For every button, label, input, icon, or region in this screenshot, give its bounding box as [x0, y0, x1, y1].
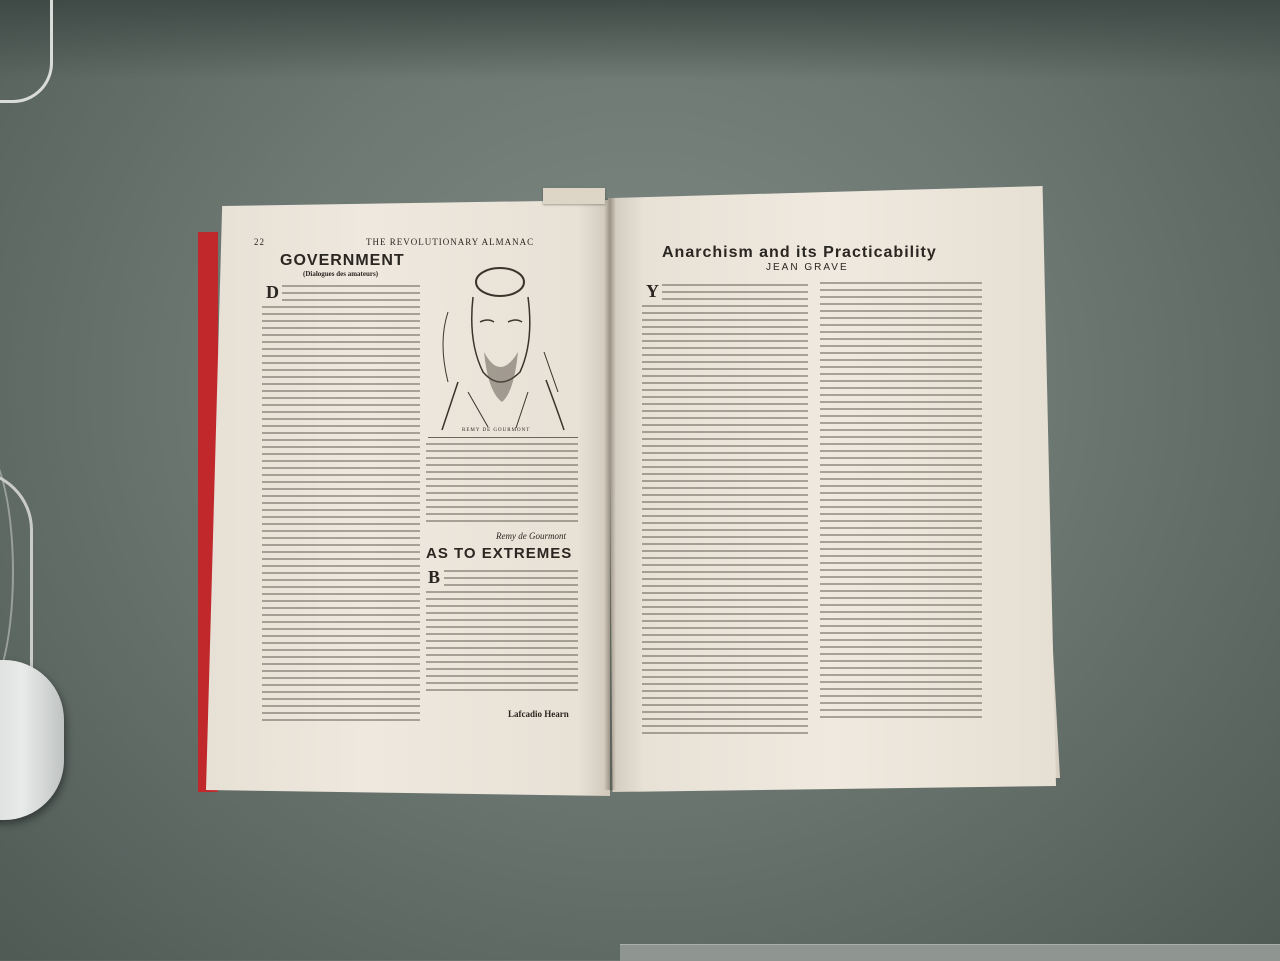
- bookmark: [543, 188, 605, 204]
- computer-mouse: [0, 660, 64, 820]
- book-gutter: [604, 198, 616, 790]
- text-column-left-3: [426, 570, 578, 696]
- text-column-right-2: [820, 282, 982, 723]
- article-title-anarchism: Anarchism and its Practicability: [662, 244, 937, 261]
- divider-rule: [428, 437, 578, 438]
- attribution-hearn: Lafcadio Hearn: [508, 709, 569, 719]
- drop-cap: B: [428, 567, 441, 587]
- drop-cap: Y: [646, 281, 659, 301]
- text-column-right-1: [642, 284, 808, 739]
- article-author: JEAN GRAVE: [766, 262, 849, 273]
- article-title-government: GOVERNMENT: [280, 252, 405, 269]
- portrait-illustration: [428, 252, 578, 432]
- article-title-extremes: AS TO EXTREMES: [426, 545, 573, 562]
- page-number: 22: [254, 237, 265, 247]
- attribution-gourmont: Remy de Gourmont: [496, 531, 566, 541]
- running-head: THE REVOLUTIONARY ALMANAC: [366, 237, 535, 247]
- text-column-left-1: [262, 285, 420, 726]
- article-subtitle: (Dialogues des amateurs): [303, 270, 379, 278]
- portrait-caption: REMY DE GOURMONT: [462, 428, 531, 433]
- cable: [0, 0, 53, 103]
- drop-cap: D: [266, 282, 279, 302]
- desk-edge: [620, 944, 1280, 961]
- mouse-cord: [0, 470, 33, 673]
- text-column-left-2: [426, 443, 578, 527]
- desk-shadow: [0, 0, 1280, 80]
